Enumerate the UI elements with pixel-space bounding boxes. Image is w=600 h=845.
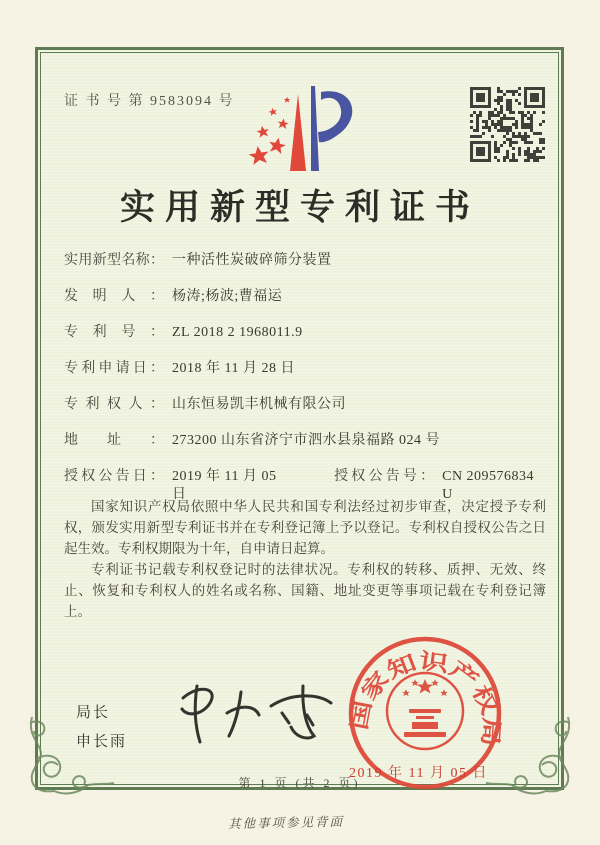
field-row-inventors [64,288,546,306]
field-row-address [64,432,546,450]
field-row-patentee [64,396,546,414]
legal-body-text [64,496,546,622]
field-value: 2018 年 11 月 28 日 [172,361,295,376]
field-value: 山东恒易凯丰机械有限公司 [172,397,346,412]
director-signature-icon [165,678,350,753]
field-value: 273200 山东省济宁市泗水县泉福路 024 号 [172,433,440,448]
field-label: 地址： [64,433,164,448]
issuer-name: 申长雨 [76,734,128,750]
certificate-title: 实用新型专利证书 [119,188,480,227]
issuer-role: 局长 [76,705,111,721]
qr-code-icon [470,87,545,162]
field-label: 授权公告日： [64,469,164,484]
field-value: 2019 年 11 月 05 日 [172,469,277,502]
field-value: 杨涛;杨波;曹福运 [172,289,283,304]
page-number: 第 1 页 (共 2 页) [238,776,361,790]
legal-paragraph-2: 专利证书记载专利权登记时的法律状况。专利权的转移、质押、无效、终止、恢复和专利权人的姓名或名称、国籍、地址变更等事项记载在专利登记簿上。 [64,562,546,619]
field-label: 实用新型名称： [64,253,164,268]
field-value: CN 209576834 U [442,469,535,502]
seal-text: 国家知识产权局 [346,648,505,741]
legal-paragraph-1: 国家知识产权局依照中华人民共和国专利法经过初步审查，决定授予专利权，颁发实用新型专利证书并在专利登记簿上予以登记。专利权自授权公告之日起生效。专利权期限为十年，自申请日起算。 [64,499,546,556]
field-label: 专利权人： [64,397,164,412]
certificate-number: 证 书 号 第 9583094 号 [64,94,235,109]
field-label: 发明人： [64,289,164,304]
certificate-fields [64,252,546,504]
field-label: 专利申请日： [64,361,164,376]
field-value: 一种活性炭破碎筛分装置 [172,253,332,268]
back-side-note: 其他事项参见背面 [227,814,345,832]
cnipa-logo-icon [231,80,371,180]
seal-date: 2019 年 11 月 05 日 [349,766,488,781]
field-row-patent-number [64,324,546,342]
field-row-name [64,252,546,270]
field-label: 专利号： [64,325,164,340]
field-row-filing-date [64,360,546,378]
field-value: ZL 2018 2 1968011.9 [172,325,303,340]
field-label: 授权公告号： [334,469,435,484]
